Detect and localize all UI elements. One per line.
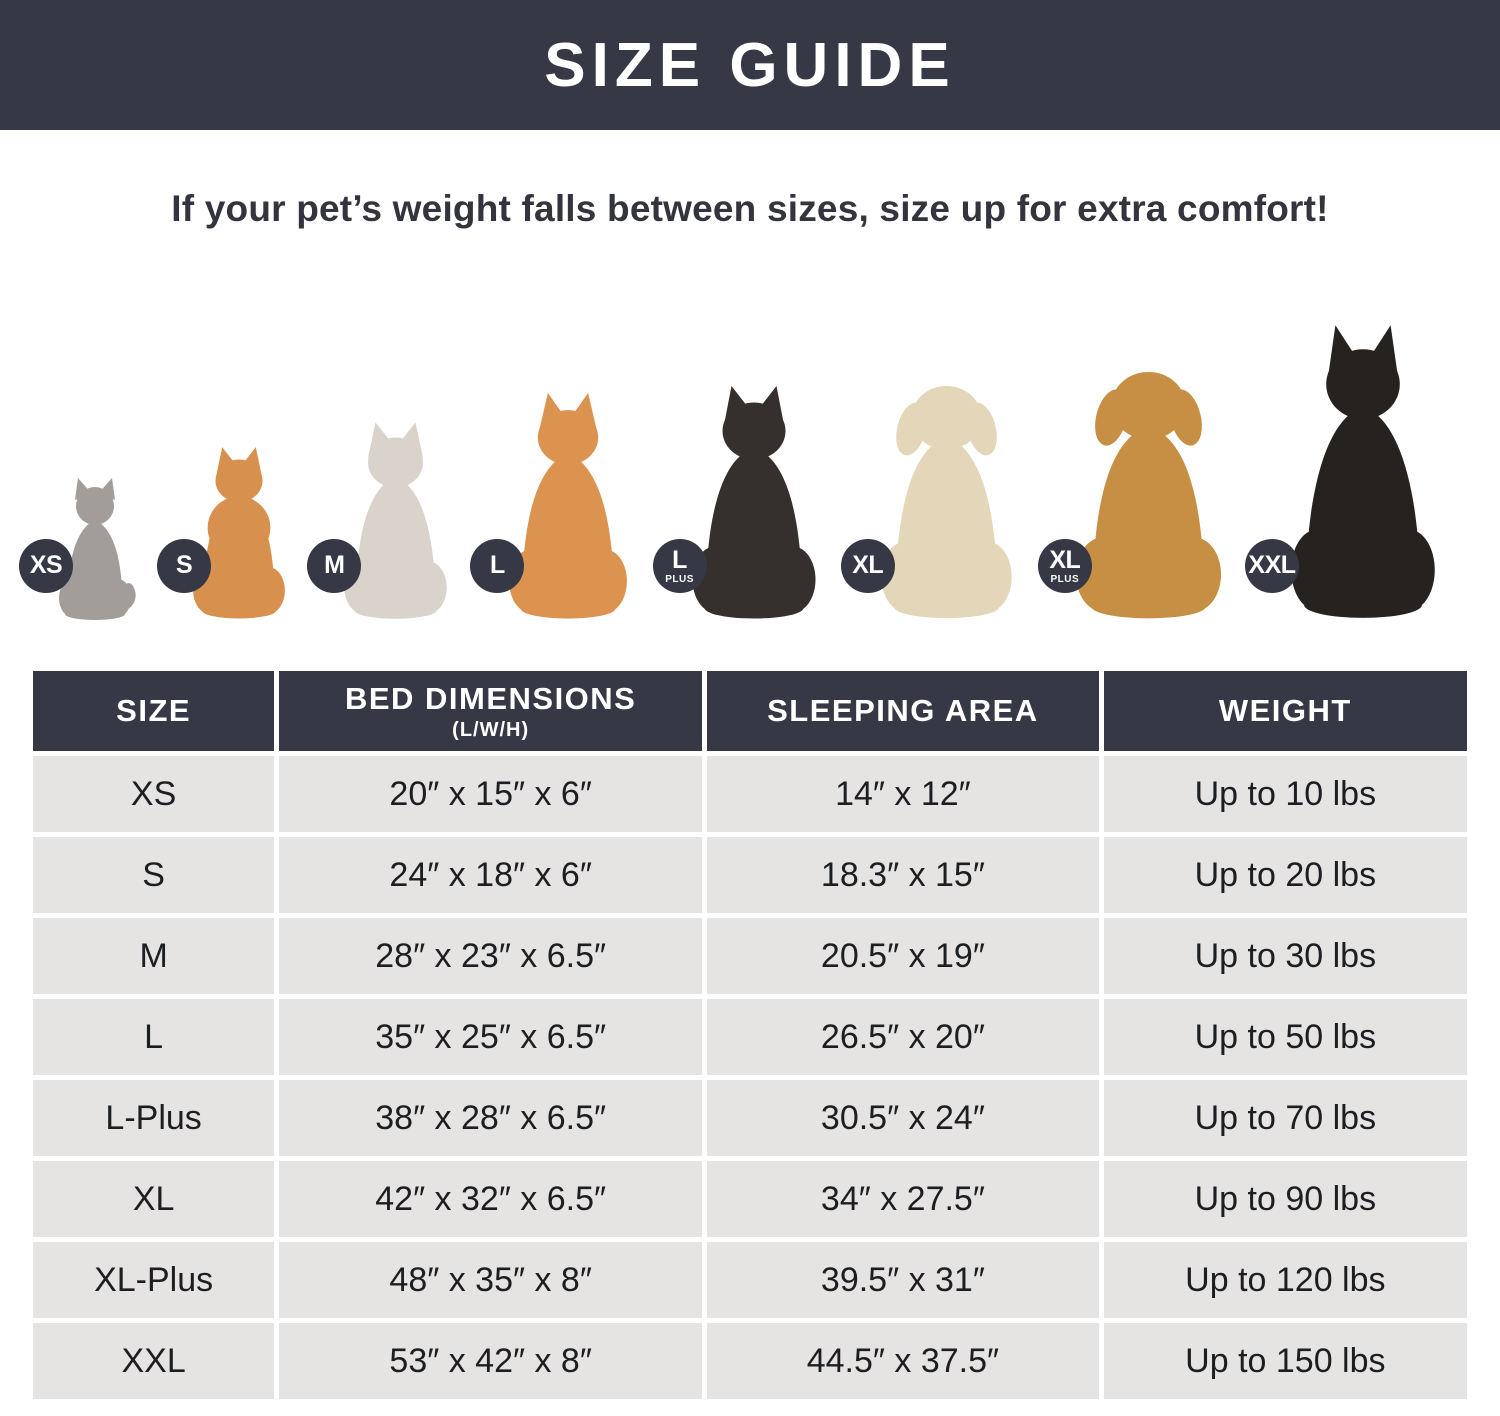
cell-size: L-Plus	[33, 1080, 274, 1156]
table-header-row	[33, 671, 1467, 751]
size-table	[28, 666, 1472, 1404]
pet-figure-french-bulldog	[324, 420, 458, 620]
pet-figure-shiba-inu	[490, 390, 640, 620]
cell-bed-dimensions: 48″ x 35″ x 8″	[279, 1242, 702, 1318]
size-badge-xl: XL	[841, 539, 895, 593]
dog-icon	[1271, 325, 1455, 620]
size-badge-m: M	[307, 539, 361, 593]
table-row	[33, 999, 1467, 1075]
cell-weight: Up to 50 lbs	[1104, 999, 1467, 1075]
pet-figure-pomeranian	[176, 440, 295, 620]
column-header-sleeping-area: SLEEPING AREA	[707, 671, 1099, 751]
table-row	[33, 837, 1467, 913]
dog-icon	[1064, 350, 1233, 620]
column-header-bed-sub: (L/W/H)	[452, 718, 530, 741]
page-title: SIZE GUIDE	[544, 30, 956, 100]
pet-figure-border-collie	[665, 380, 829, 620]
dog-icon	[496, 390, 640, 620]
pet-figure-labrador	[852, 365, 1026, 620]
pet-size-lineup	[0, 308, 1500, 620]
dog-icon	[867, 365, 1026, 620]
subtitle-text: If your pet’s weight falls between sizes, size up for extra comfort!	[171, 188, 1329, 229]
cell-bed-dimensions: 53″ x 42″ x 8″	[279, 1323, 702, 1399]
cell-size: L	[33, 999, 274, 1075]
cell-bed-dimensions: 38″ x 28″ x 6.5″	[279, 1080, 702, 1156]
cell-size: M	[33, 918, 274, 994]
cell-size: XXL	[33, 1323, 274, 1399]
cell-weight: Up to 90 lbs	[1104, 1161, 1467, 1237]
cell-size: XL-Plus	[33, 1242, 274, 1318]
cell-sleeping-area: 39.5″ x 31″	[707, 1242, 1099, 1318]
cell-bed-dimensions: 35″ x 25″ x 6.5″	[279, 999, 702, 1075]
cell-size: XL	[33, 1161, 274, 1237]
column-header-weight: WEIGHT	[1104, 671, 1467, 751]
cell-weight: Up to 10 lbs	[1104, 756, 1467, 832]
dog-icon	[333, 420, 458, 620]
cell-sleeping-area: 20.5″ x 19″	[707, 918, 1099, 994]
size-badge-l-plus: L PLUS	[653, 539, 707, 593]
title-bar	[0, 0, 1500, 130]
cell-bed-dimensions: 28″ x 23″ x 6.5″	[279, 918, 702, 994]
size-badge-xxl: XXL	[1245, 539, 1299, 593]
cell-sleeping-area: 30.5″ x 24″	[707, 1080, 1099, 1156]
cell-bed-dimensions: 24″ x 18″ x 6″	[279, 837, 702, 913]
table-row	[33, 1080, 1467, 1156]
table-row	[33, 918, 1467, 994]
cell-weight: Up to 70 lbs	[1104, 1080, 1467, 1156]
cell-sleeping-area: 34″ x 27.5″	[707, 1161, 1099, 1237]
dog-icon	[183, 440, 295, 620]
cell-weight: Up to 120 lbs	[1104, 1242, 1467, 1318]
size-badge-xl-plus: XL PLUS	[1038, 539, 1092, 593]
pet-figure-cat	[29, 470, 145, 620]
column-header-size: SIZE	[33, 671, 274, 751]
size-badge-s: S	[157, 539, 211, 593]
size-badge-xs: XS	[19, 539, 73, 593]
dog-icon	[679, 380, 829, 620]
pet-figure-golden-retriever	[1049, 350, 1233, 620]
size-badge-l: L	[470, 539, 524, 593]
column-header-bed-dimensions: BED DIMENSIONS (L/W/H)	[279, 671, 702, 751]
cell-sleeping-area: 44.5″ x 37.5″	[707, 1323, 1099, 1399]
cell-weight: Up to 20 lbs	[1104, 837, 1467, 913]
cell-bed-dimensions: 20″ x 15″ x 6″	[279, 756, 702, 832]
cell-size: S	[33, 837, 274, 913]
table-row	[33, 1161, 1467, 1237]
table-row	[33, 756, 1467, 832]
cell-size: XS	[33, 756, 274, 832]
table-row	[33, 1323, 1467, 1399]
cell-bed-dimensions: 42″ x 32″ x 6.5″	[279, 1161, 702, 1237]
cell-weight: Up to 150 lbs	[1104, 1323, 1467, 1399]
cell-sleeping-area: 18.3″ x 15″	[707, 837, 1099, 913]
cell-sleeping-area: 26.5″ x 20″	[707, 999, 1099, 1075]
cell-sleeping-area: 14″ x 12″	[707, 756, 1099, 832]
pet-figure-doberman	[1248, 325, 1455, 620]
table-row	[33, 1242, 1467, 1318]
cell-weight: Up to 30 lbs	[1104, 918, 1467, 994]
